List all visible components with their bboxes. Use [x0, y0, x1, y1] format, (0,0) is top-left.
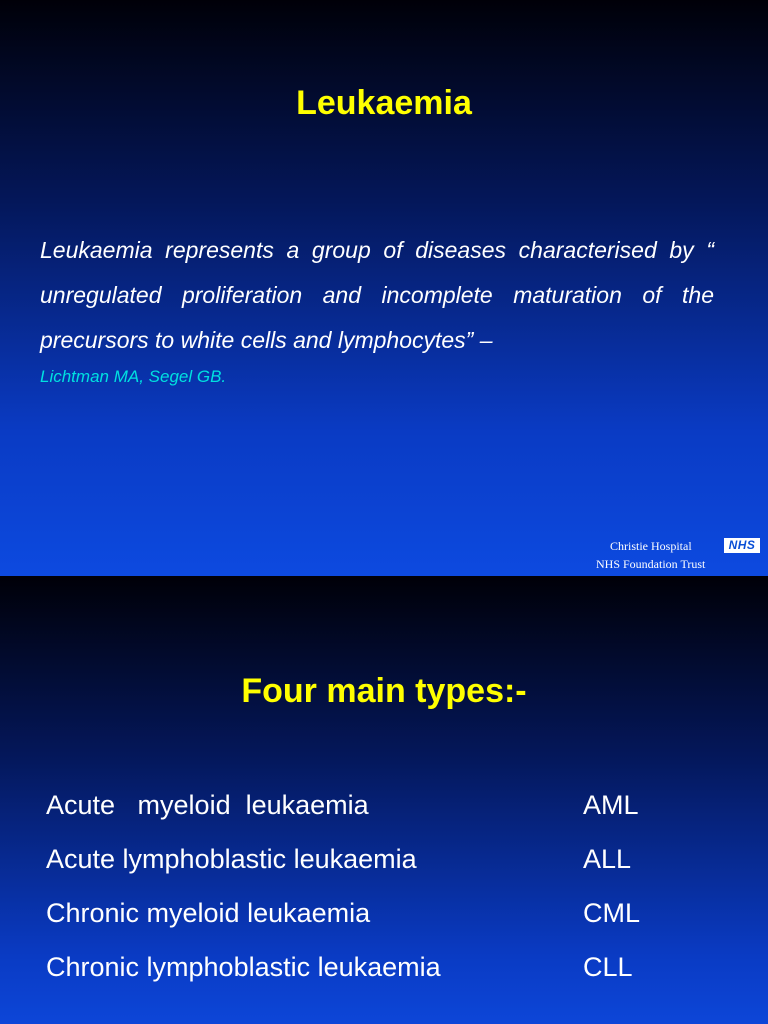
type-abbreviation: AML — [583, 790, 639, 820]
list-item — [46, 952, 686, 1006]
list-item — [46, 898, 686, 952]
type-name: Acute myeloid leukaemia — [46, 790, 369, 820]
list-item — [46, 844, 686, 898]
slide-title: Four main types:- — [241, 672, 527, 710]
type-abbreviation: CML — [583, 898, 641, 928]
definition-text: Leukaemia represents a group of diseases characterised by “ unregulated proliferation and incomplete maturation of the precursors to white cells and lymphocytes” – — [40, 237, 714, 353]
type-name: Chronic lymphoblastic leukaemia — [46, 952, 441, 982]
trust-name: NHS Foundation Trust — [596, 557, 706, 571]
type-abbreviation: ALL — [583, 844, 632, 874]
slide-title: Leukaemia — [296, 84, 472, 122]
citation-text: Lichtman MA, Segel GB. — [40, 367, 227, 386]
type-abbreviation: CLL — [583, 952, 633, 982]
type-name: Chronic myeloid leukaemia — [46, 898, 371, 928]
list-item — [46, 790, 686, 844]
type-name: Acute lymphoblastic leukaemia — [46, 844, 417, 874]
nhs-logo-icon: NHS — [724, 538, 760, 553]
hospital-name: Christie Hospital — [610, 539, 692, 553]
leukaemia-types-list — [46, 790, 686, 1006]
slide-four-main-types — [0, 576, 768, 1024]
